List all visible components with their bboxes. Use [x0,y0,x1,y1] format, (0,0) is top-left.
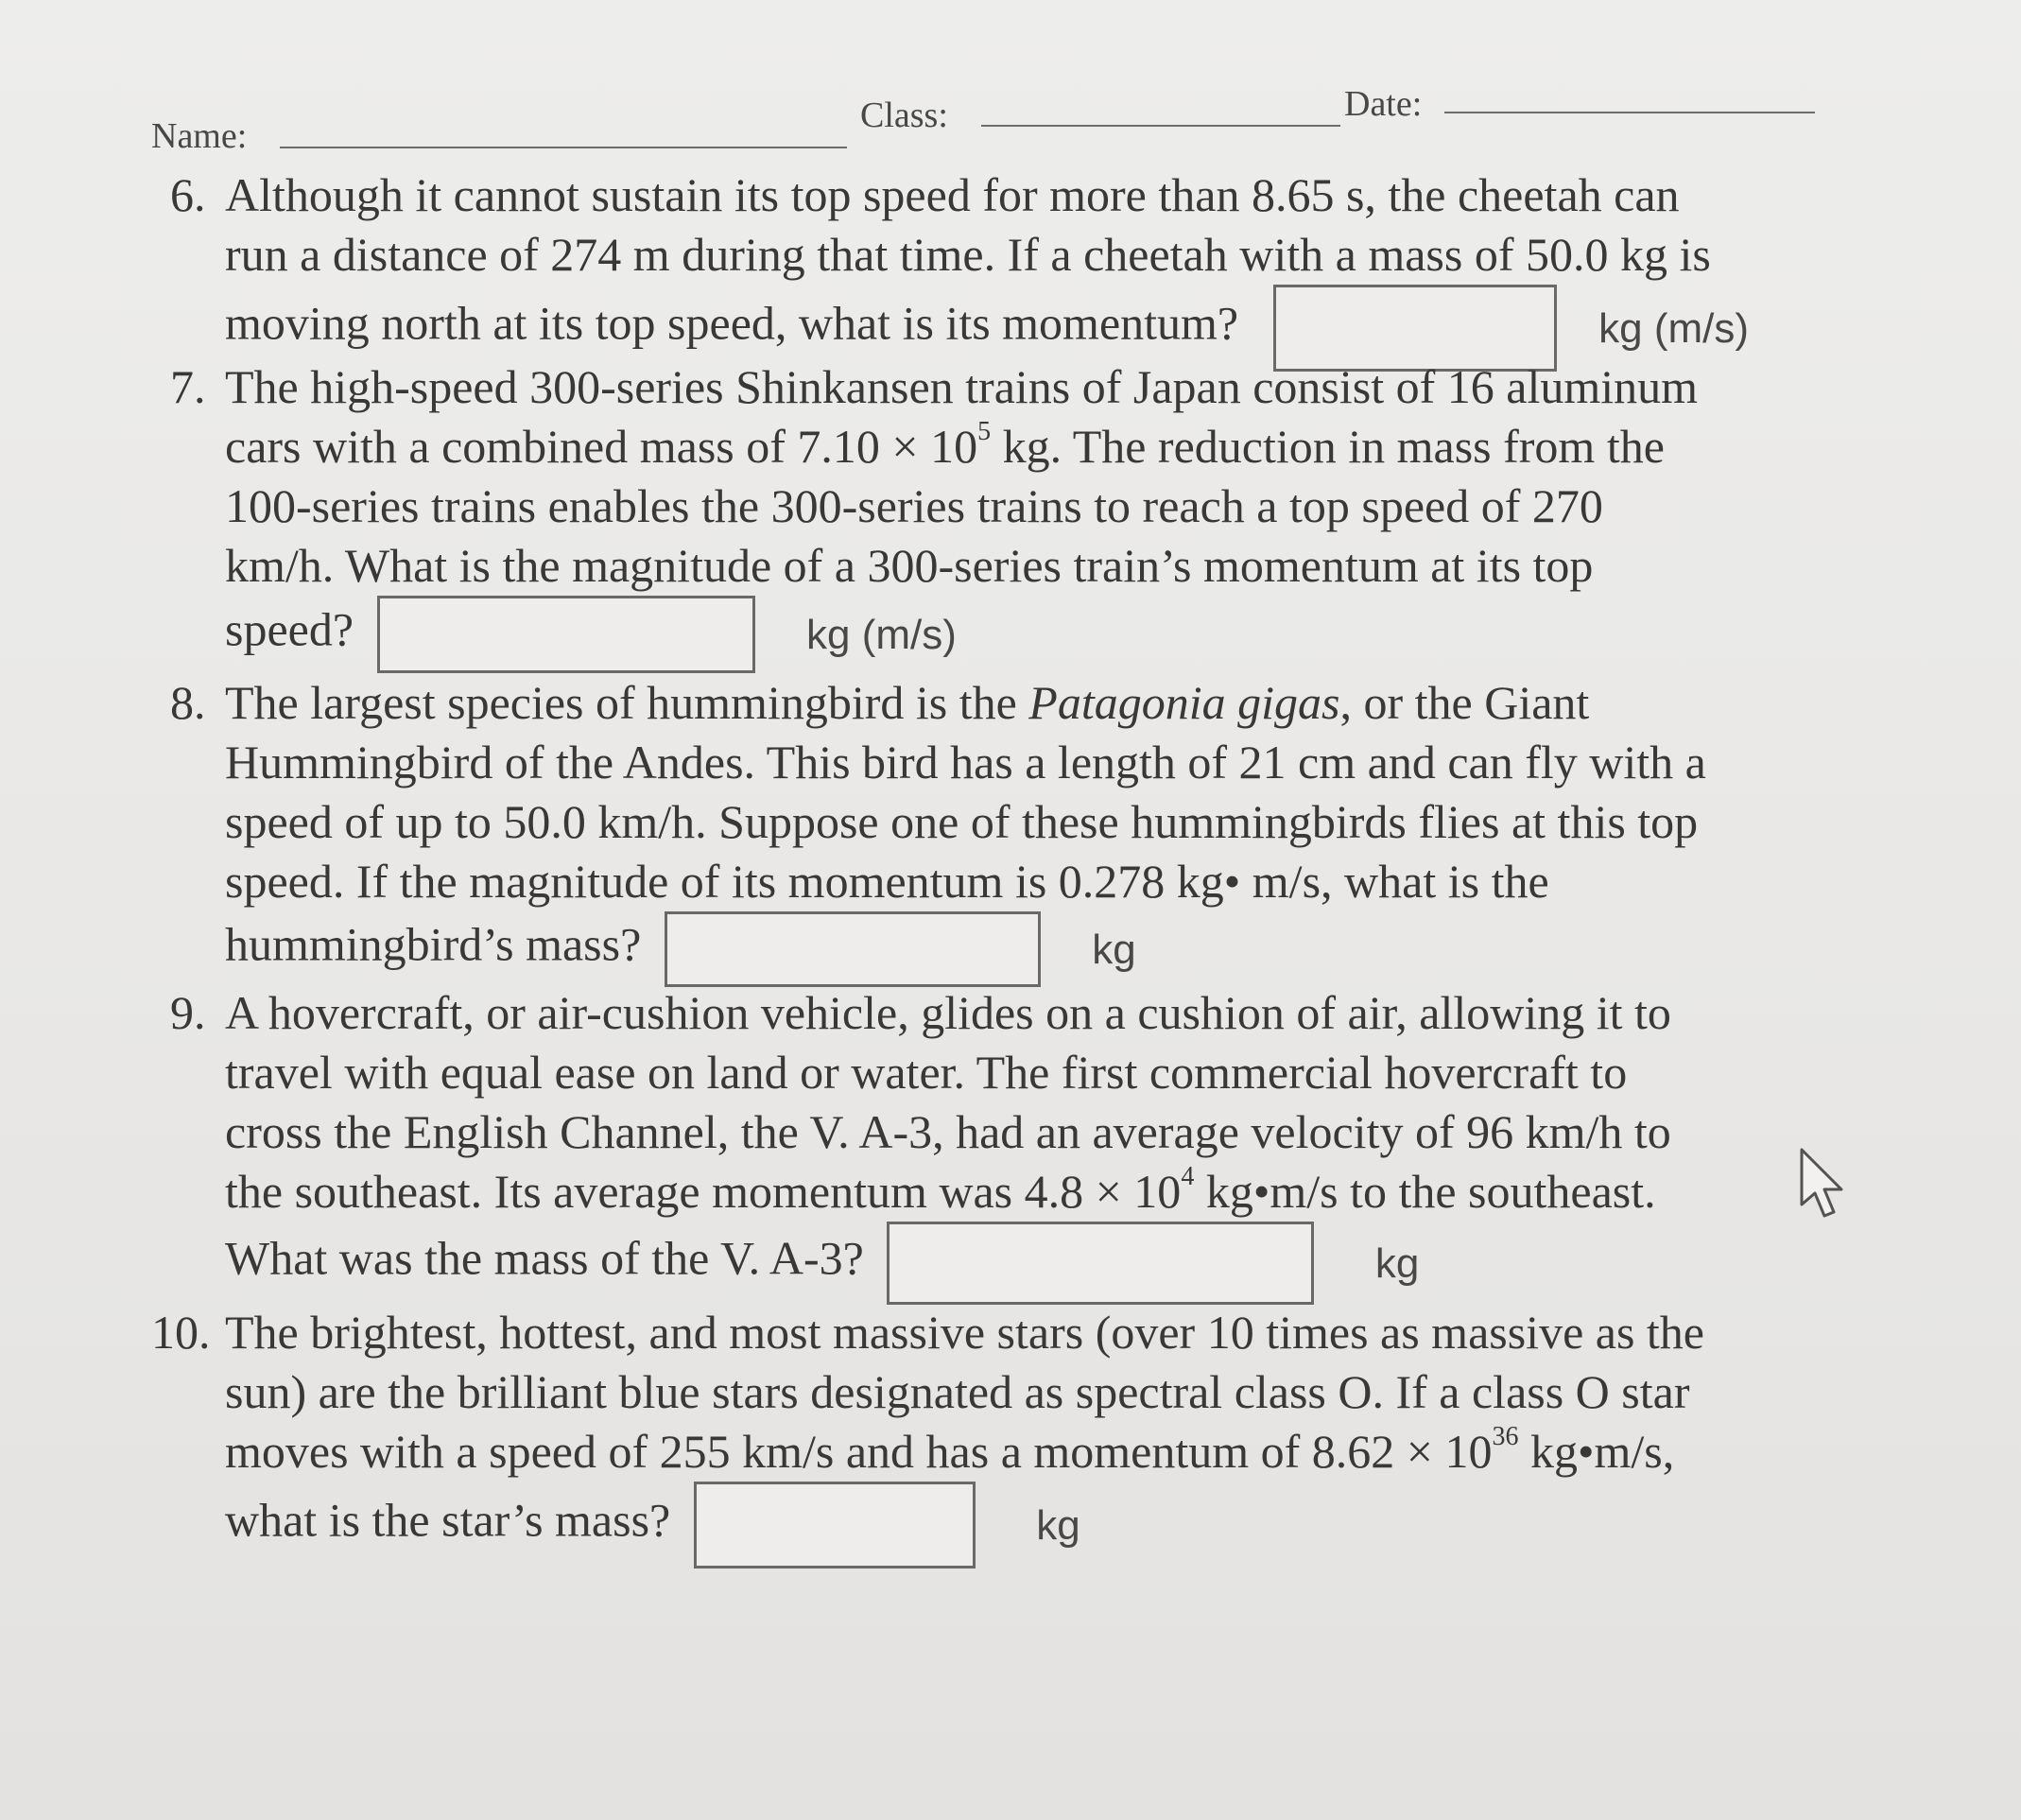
answer-box-7[interactable] [377,596,755,673]
class-field-line[interactable] [981,125,1340,127]
exponent: 4 [1181,1162,1195,1192]
question-number: 10. [151,1306,211,1359]
species-name: Patagonia gigas [1028,676,1340,729]
unit-label: kg (m/s) [806,611,957,658]
question-text-line: Hummingbird of the Andes. This bird has a length of 21 cm and can fly with a [225,736,1706,789]
exponent: 36 [1492,1422,1519,1452]
question-text-line: km/h. What is the magnitude of a 300-series train’s momentum at its top [225,539,1594,592]
question-text-line: A hovercraft, or air-cushion vehicle, glides on a cushion of air, allowing it to [225,986,1671,1039]
question-text-line: The largest species of hummingbird is the [225,676,1029,729]
question-8 [151,673,1853,987]
answer-box-10[interactable] [694,1482,976,1569]
question-text-line: The high-speed 300-series Shinkansen trains of Japan consist of 16 aluminum [225,360,1699,413]
question-text-line: run a distance of 274 m during that time. If a cheetah with a mass of 50.0 kg is [225,228,1711,281]
answer-box-9[interactable] [887,1222,1314,1305]
question-text-line: moves with a speed of 255 km/s and has a momentum of 8.62 × 10 [225,1425,1493,1478]
question-text-line: speed? [225,602,354,656]
question-number: 7. [170,360,206,413]
question-text-line: speed of up to 50.0 km/h. Suppose one of these hummingbirds flies at this top [225,795,1699,848]
question-number: 6. [170,168,206,221]
question-text-line: kg•m/s to the southeast. [1194,1165,1656,1218]
unit-label: kg [1036,1501,1080,1549]
date-label: Date: [1344,84,1423,124]
answer-box-8[interactable] [665,911,1041,987]
question-6 [151,165,1853,372]
question-text-line: Although it cannot sustain its top speed for more than 8.65 s, the cheetah can [225,168,1680,221]
question-text-line: cross the English Channel, the V. A-3, had an average velocity of 96 km/h to [225,1105,1671,1158]
exponent: 5 [977,417,992,447]
unit-label: kg [1092,926,1136,973]
question-text-line: sun) are the brilliant blue stars designated as spectral class O. If a class O star [225,1365,1690,1418]
question-number: 8. [170,676,206,729]
question-number: 9. [170,986,206,1039]
question-7 [151,357,1853,673]
mouse-pointer-icon [1796,1146,1853,1222]
question-text-line: , or the Giant [1339,676,1590,729]
question-text-line: speed. If the magnitude of its momentum is 0.278 kg• m/s, what is the [225,855,1549,908]
question-text-line: what is the star’s mass? [225,1493,671,1547]
question-text-line: 100-series trains enables the 300-series trains to reach a top speed of 270 [225,479,1603,532]
question-10 [151,1303,1853,1569]
question-text-line: What was the mass of the V. A-3? [225,1231,864,1285]
date-field-line[interactable] [1444,112,1815,113]
question-text-line: travel with equal ease on land or water. The first commercial hovercraft to [225,1046,1628,1099]
question-text-line: the southeast. Its average momentum was 4.8 × 10 [225,1165,1182,1218]
unit-label: kg [1374,1239,1420,1287]
question-9 [151,983,1853,1305]
question-text-line: hummingbird’s mass? [225,917,642,971]
question-text-line: kg. The reduction in mass from the [991,420,1665,473]
question-text-line: moving north at its top speed, what is its momentum? [225,296,1239,350]
name-field-line[interactable] [280,147,847,148]
name-label: Name: [151,116,248,156]
question-text-line: kg•m/s, [1518,1425,1675,1478]
unit-label: kg (m/s) [1598,304,1750,352]
question-text-line: The brightest, hottest, and most massive stars (over 10 times as massive as the [225,1306,1704,1359]
question-text-line: cars with a combined mass of 7.10 × 10 [225,420,978,473]
class-label: Class: [860,95,948,135]
